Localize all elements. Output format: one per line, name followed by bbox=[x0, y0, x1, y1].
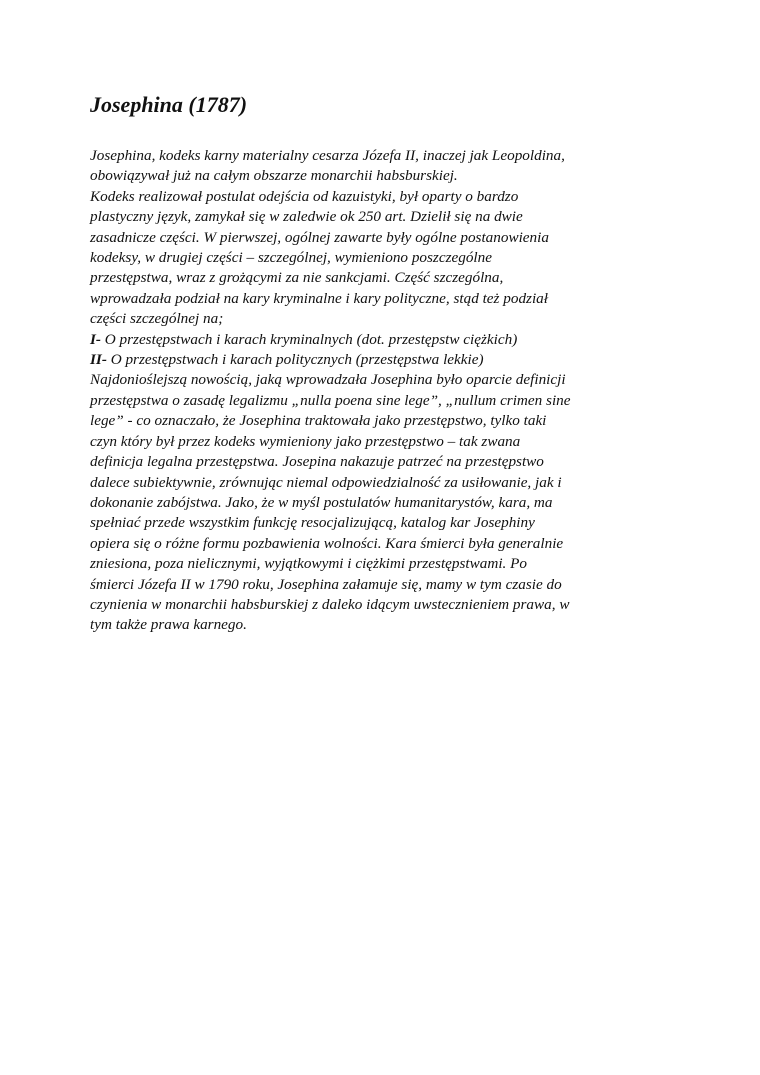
text-segment: obowiązywał już na całym obszarze monarchii habsburskiej. bbox=[90, 167, 458, 185]
text-line bbox=[90, 391, 680, 411]
text-line bbox=[90, 575, 680, 595]
text-line bbox=[90, 289, 680, 309]
text-segment: Kodeks realizował postulat odejścia od kazuistyki, był oparty o bardzo bbox=[90, 187, 519, 205]
text-line bbox=[90, 534, 680, 554]
text-segment: śmierci Józefa II w 1790 roku, Josephina załamuje się, mamy w tym czasie do bbox=[90, 575, 562, 593]
text-segment: czynienia w monarchii habsburskiej z daleko idącym uwstecznieniem prawa, w bbox=[90, 595, 570, 613]
text-line bbox=[90, 248, 680, 268]
text-segment: zasadnicze części. W pierwszej, ogólnej zawarte były ogólne postanowienia bbox=[90, 228, 549, 246]
text-line bbox=[90, 554, 680, 574]
text-line bbox=[90, 473, 680, 493]
text-segment: lege” - co oznaczało, że Josephina traktowała jako przestępstwo, tylko taki bbox=[90, 412, 547, 430]
text-line bbox=[90, 595, 680, 615]
text-segment: dokonanie zabójstwa. Jako, że w myśl postulatów humanitarystów, kara, ma bbox=[90, 493, 553, 511]
text-segment: Josephina, kodeks karny materialny cesarza Józefa II, inaczej jak Leopoldina, bbox=[90, 147, 565, 164]
text-segment: przestępstwa o zasadę legalizmu „nulla poena sine lege”, „nullum crimen sine bbox=[90, 391, 571, 409]
text-line bbox=[90, 268, 680, 288]
text-segment: definicja legalna przestępstwa. Josepina nakazuje patrzeć na przestępstwo bbox=[90, 453, 544, 471]
text-segment: części szczególnej na; bbox=[90, 310, 224, 328]
text-segment: plastyczny język, zamykał się w zaledwie ok 250 art. Dzielił się na dwie bbox=[90, 208, 523, 226]
text-line bbox=[90, 615, 680, 635]
text-line bbox=[90, 493, 680, 513]
text-line bbox=[90, 166, 680, 186]
text-line bbox=[90, 187, 680, 207]
text-line bbox=[90, 350, 680, 370]
text-line bbox=[90, 370, 680, 390]
text-line bbox=[90, 146, 680, 166]
document-body bbox=[90, 146, 680, 636]
text-line bbox=[90, 432, 680, 452]
text-line bbox=[90, 513, 680, 533]
text-line bbox=[90, 452, 680, 472]
text-segment: opiera się o różne formu pozbawienia wolności. Kara śmierci była generalnie bbox=[90, 534, 564, 552]
text-segment: O przestępstwach i karach politycznych (przestępstwa lekkie) bbox=[106, 351, 484, 369]
text-line bbox=[90, 309, 680, 329]
text-segment: tym także prawa karnego. bbox=[90, 616, 247, 634]
text-line bbox=[90, 228, 680, 248]
text-segment: spełniać przede wszystkim funkcję resocjalizującą, katalog kar Josephiny bbox=[90, 514, 535, 532]
text-segment: kodeksy, w drugiej części – szczególnej, wymieniono poszczególne bbox=[90, 249, 492, 267]
text-segment: O przestępstwach i karach kryminalnych (dot. przestępstw ciężkich) bbox=[100, 330, 518, 348]
list-marker: I- bbox=[90, 330, 101, 348]
text-segment: zniesiona, poza nielicznymi, wyjątkowymi i ciężkimi przestępstwami. Po bbox=[90, 555, 528, 573]
text-segment: wprowadzała podział na kary kryminalne i kary polityczne, stąd też podział bbox=[90, 289, 548, 307]
list-marker: II- bbox=[90, 351, 107, 369]
document-title: Josephina (1787) bbox=[90, 92, 248, 117]
text-line bbox=[90, 330, 680, 350]
text-line bbox=[90, 207, 680, 227]
text-segment: czyn który był przez kodeks wymieniony jako przestępstwo – tak zwana bbox=[90, 432, 521, 450]
text-segment: Najdonioślejszą nowością, jaką wprowadzała Josephina było oparcie definicji bbox=[90, 371, 566, 389]
text-segment: przestępstwa, wraz z grożącymi za nie sankcjami. Część szczególna, bbox=[90, 269, 504, 287]
text-segment: dalece subiektywnie, zrównując niemal odpowiedzialność za usiłowanie, jak i bbox=[90, 473, 562, 491]
text-line bbox=[90, 411, 680, 431]
